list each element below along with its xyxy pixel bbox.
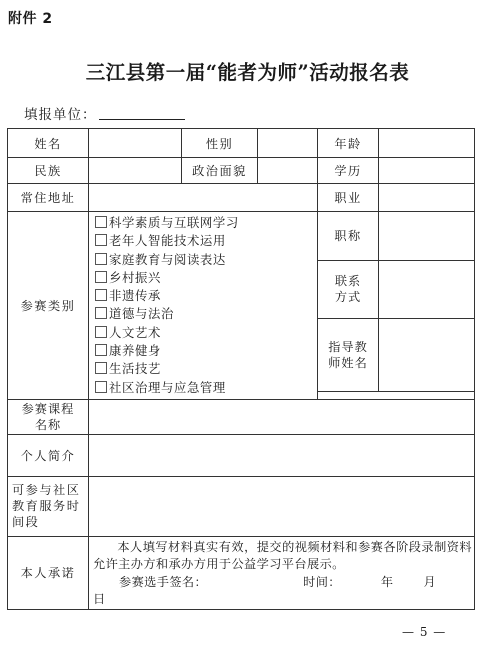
checkbox[interactable] xyxy=(95,307,107,319)
mentor-label: 指导教 师姓名 xyxy=(318,318,379,391)
category-option[interactable]: 康养健身 xyxy=(95,342,317,360)
occupation-field[interactable] xyxy=(379,184,475,212)
year-label: 年 xyxy=(380,574,394,589)
contact-label: 联系 方式 xyxy=(318,260,379,318)
education-label: 学历 xyxy=(318,158,379,184)
checkbox[interactable] xyxy=(95,381,107,393)
checkbox[interactable] xyxy=(95,234,107,246)
mentor-field[interactable] xyxy=(379,318,475,391)
age-field[interactable] xyxy=(379,129,475,158)
category-option[interactable]: 乡村振兴 xyxy=(95,269,317,287)
service-time-field[interactable] xyxy=(89,476,475,536)
blank-cell xyxy=(318,391,475,399)
political-status-label: 政治面貌 xyxy=(182,158,258,184)
checkbox[interactable] xyxy=(95,271,107,283)
address-label: 常住地址 xyxy=(8,184,89,212)
checkbox[interactable] xyxy=(95,253,107,265)
bio-label: 个人简介 xyxy=(8,434,89,476)
day-label: 日 xyxy=(93,592,106,607)
bio-field[interactable] xyxy=(89,434,475,476)
month-label: 月 xyxy=(423,574,437,589)
category-option[interactable]: 非遗传承 xyxy=(95,287,317,305)
category-option[interactable]: 人文艺术 xyxy=(95,324,317,342)
title-rank-field[interactable] xyxy=(379,212,475,261)
category-option[interactable]: 家庭教育与阅读表达 xyxy=(95,251,317,269)
course-label: 参赛课程 名称 xyxy=(8,399,89,434)
category-option[interactable]: 社区治理与应急管理 xyxy=(95,379,317,397)
date-label: 时间： xyxy=(303,574,341,589)
checkbox[interactable] xyxy=(95,344,107,356)
category-option[interactable]: 道德与法治 xyxy=(95,305,317,323)
category-option[interactable]: 生活技艺 xyxy=(95,360,317,378)
ethnicity-label: 民族 xyxy=(8,158,89,184)
signature-row xyxy=(93,574,472,609)
service-time-label: 可参与社区 教育服务时 间段 xyxy=(8,476,89,536)
gender-label: 性别 xyxy=(182,129,258,158)
gender-field[interactable] xyxy=(258,129,318,158)
fill-unit-row xyxy=(24,103,185,123)
category-option[interactable]: 老年人智能技术运用 xyxy=(95,232,317,250)
checkbox[interactable] xyxy=(95,326,107,338)
form-title: 三江县第一届“能者为师”活动报名表 xyxy=(85,61,410,84)
attachment-label: 附件 2 xyxy=(8,11,53,27)
pledge-text: 本人填写材料真实有效，提交的视频材料和参赛各阶段录制资料允许主办方和承办方用于公益学习平台展示。 xyxy=(93,539,472,572)
fill-unit-label: 填报单位： xyxy=(24,107,97,123)
signature-label: 参赛选手签名： xyxy=(119,574,208,589)
title-rank-label: 职称 xyxy=(318,212,379,261)
category-options xyxy=(89,212,318,400)
address-field[interactable] xyxy=(89,184,318,212)
checkbox[interactable] xyxy=(95,289,107,301)
page-number: — 5 — xyxy=(402,625,447,639)
checkbox[interactable] xyxy=(95,216,107,228)
checkbox[interactable] xyxy=(95,362,107,374)
education-field[interactable] xyxy=(379,158,475,184)
pledge-cell xyxy=(89,536,475,609)
occupation-label: 职业 xyxy=(318,184,379,212)
fill-unit-field[interactable] xyxy=(99,107,185,120)
contact-field[interactable] xyxy=(379,260,475,318)
registration-form-table xyxy=(7,128,475,610)
category-option[interactable]: 科学素质与互联网学习 xyxy=(95,214,317,232)
course-field[interactable] xyxy=(89,399,475,434)
name-field[interactable] xyxy=(89,129,182,158)
name-label: 姓名 xyxy=(8,129,89,158)
ethnicity-field[interactable] xyxy=(89,158,182,184)
political-status-field[interactable] xyxy=(258,158,318,184)
pledge-label: 本人承诺 xyxy=(8,536,89,609)
category-label: 参赛类别 xyxy=(8,212,89,400)
age-label: 年龄 xyxy=(318,129,379,158)
